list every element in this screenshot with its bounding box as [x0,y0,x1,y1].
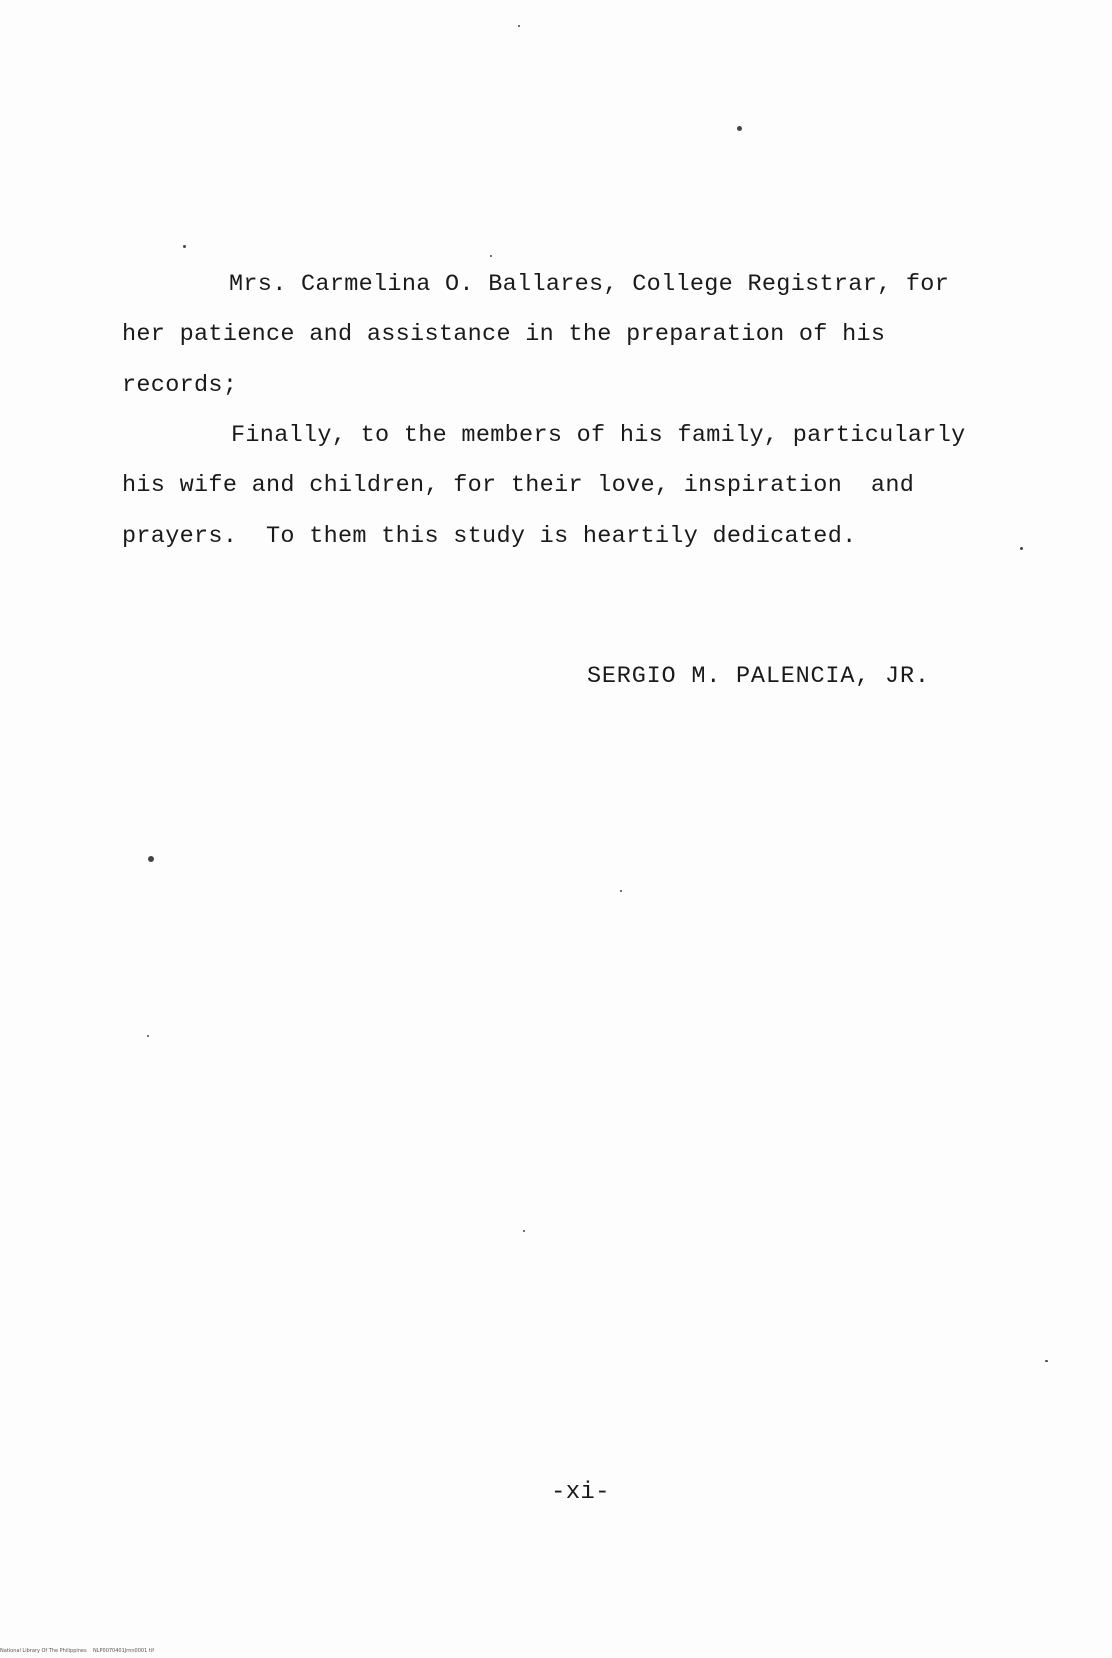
paragraph-2-line-2: his wife and children, for their love, inspiration and [122,472,915,499]
scan-speck [183,245,186,248]
scan-speck [147,1035,149,1037]
scan-speck [518,25,520,27]
paragraph-1-line-2: her patience and assistance in the preparation of his [122,321,886,348]
paragraph-2-line-1: Finally, to the members of his family, particularly [231,422,966,449]
scan-speck [523,1230,525,1232]
scan-speck [737,126,742,131]
scan-speck [620,890,622,892]
scan-speck [1045,1360,1048,1362]
scan-speck [490,255,492,257]
signature-name: SERGIO M. PALENCIA, JR. [587,663,930,690]
page-number: -xi- [551,1479,610,1506]
scan-speck [1020,547,1023,550]
paragraph-1-line-3: records; [122,372,238,399]
scan-footer: National Library Of The Philippines NLP0070401Jrnn0001 tif [0,1648,154,1654]
paragraph-2-line-3: prayers. To them this study is heartily dedicated. [122,523,857,550]
paragraph-1-line-1: Mrs. Carmelina O. Ballares, College Registrar, for [229,271,950,298]
scan-speck [148,856,154,862]
